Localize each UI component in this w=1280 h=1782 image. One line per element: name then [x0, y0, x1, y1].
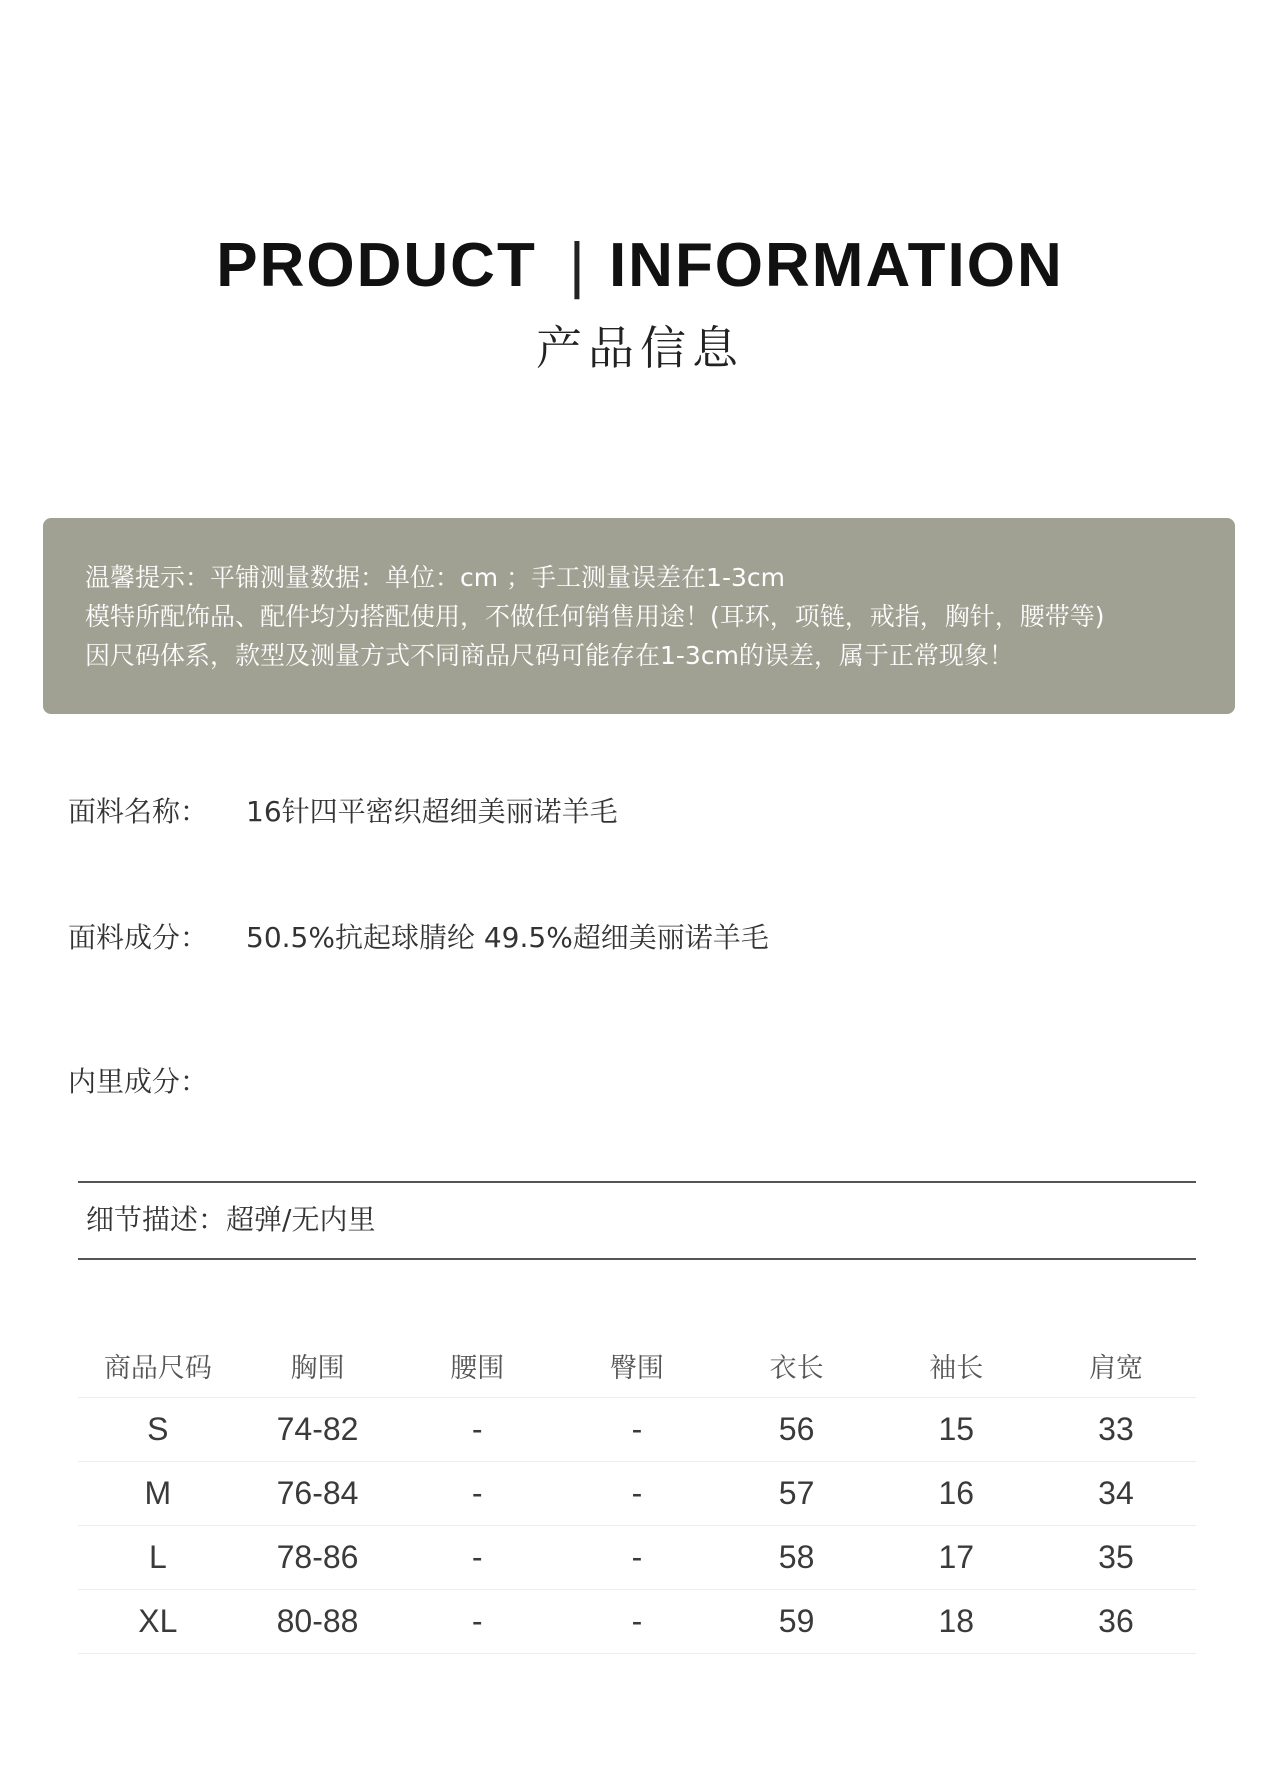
table-row [78, 1462, 1196, 1526]
cell-size: S [147, 1411, 169, 1447]
title-separator: | [568, 231, 587, 300]
cell-sleeve: 17 [938, 1539, 975, 1575]
cell-chest: 80-88 [276, 1603, 359, 1639]
cell-waist: - [471, 1475, 483, 1511]
header-shoulder: 肩宽 [1088, 1353, 1143, 1384]
notice-box [43, 518, 1235, 714]
detail-description-value: 超弹/无内里 [226, 1203, 376, 1236]
header-length: 衣长 [769, 1353, 824, 1384]
table-row [78, 1398, 1196, 1462]
cell-shoulder: 36 [1098, 1603, 1134, 1639]
cell-size: XL [138, 1603, 178, 1639]
lining-composition-label: 内里成分： [68, 1065, 209, 1098]
cell-length: 59 [778, 1603, 815, 1639]
cell-sleeve: 16 [938, 1475, 975, 1511]
lining-composition-row [68, 1062, 246, 1102]
cell-shoulder: 35 [1098, 1539, 1134, 1575]
cell-hip: - [631, 1475, 643, 1511]
detail-description-label: 细节描述： [86, 1203, 227, 1236]
table-row [78, 1526, 1196, 1590]
cell-size: M [144, 1475, 172, 1511]
cell-length: 58 [778, 1539, 815, 1575]
header-sleeve: 袖长 [929, 1353, 984, 1384]
cell-shoulder: 33 [1098, 1411, 1134, 1447]
size-table-header [78, 1334, 1196, 1398]
cell-size: L [148, 1539, 167, 1575]
fabric-name-value: 16针四平密织超细美丽诺羊毛 [246, 795, 618, 828]
cell-shoulder: 34 [1098, 1475, 1134, 1511]
cell-sleeve: 18 [938, 1603, 975, 1639]
cell-chest: 76-84 [276, 1475, 359, 1511]
detail-bottom-divider [78, 1258, 1196, 1260]
cell-chest: 74-82 [276, 1411, 359, 1447]
notice-line-accessories: 模特所配饰品、配件均为搭配使用，不做任何销售用途！(耳环，项链，戒指，胸针，腰带等) [85, 602, 1105, 631]
cell-sleeve: 15 [938, 1411, 975, 1447]
cell-hip: - [631, 1603, 643, 1639]
header-waist: 腰围 [450, 1353, 505, 1384]
cell-length: 57 [778, 1475, 815, 1511]
detail-description-row [86, 1200, 375, 1240]
header-chest: 胸围 [290, 1353, 345, 1384]
cell-chest: 78-86 [276, 1539, 359, 1575]
detail-top-divider [78, 1181, 1196, 1183]
cell-hip: - [631, 1411, 643, 1447]
header-size: 商品尺码 [103, 1353, 212, 1384]
cell-hip: - [631, 1539, 643, 1575]
cell-length: 56 [778, 1411, 815, 1447]
page-title-zh: 产品信息 [536, 321, 744, 375]
cell-waist: - [471, 1603, 483, 1639]
table-row [78, 1590, 1196, 1654]
page-title-en [0, 228, 1280, 304]
size-table [78, 1334, 1196, 1654]
fabric-name-row [68, 792, 618, 832]
fabric-composition-row [68, 918, 769, 958]
notice-line-size-variance: 因尺码体系，款型及测量方式不同商品尺码可能存在1-3cm的误差，属于正常现象！ [85, 641, 1014, 670]
fabric-composition-label: 面料成分： [68, 921, 209, 954]
title-en-product: PRODUCT [216, 231, 537, 300]
title-en-information: INFORMATION [608, 231, 1064, 300]
header-hip: 臀围 [609, 1353, 664, 1384]
cell-waist: - [471, 1411, 483, 1447]
fabric-name-label: 面料名称： [68, 795, 209, 828]
cell-waist: - [471, 1539, 483, 1575]
notice-line-measurement: 温馨提示：平铺测量数据：单位：cm ；手工测量误差在1-3cm [85, 563, 785, 592]
fabric-composition-value: 50.5%抗起球腈纶 49.5%超细美丽诺羊毛 [246, 921, 769, 954]
